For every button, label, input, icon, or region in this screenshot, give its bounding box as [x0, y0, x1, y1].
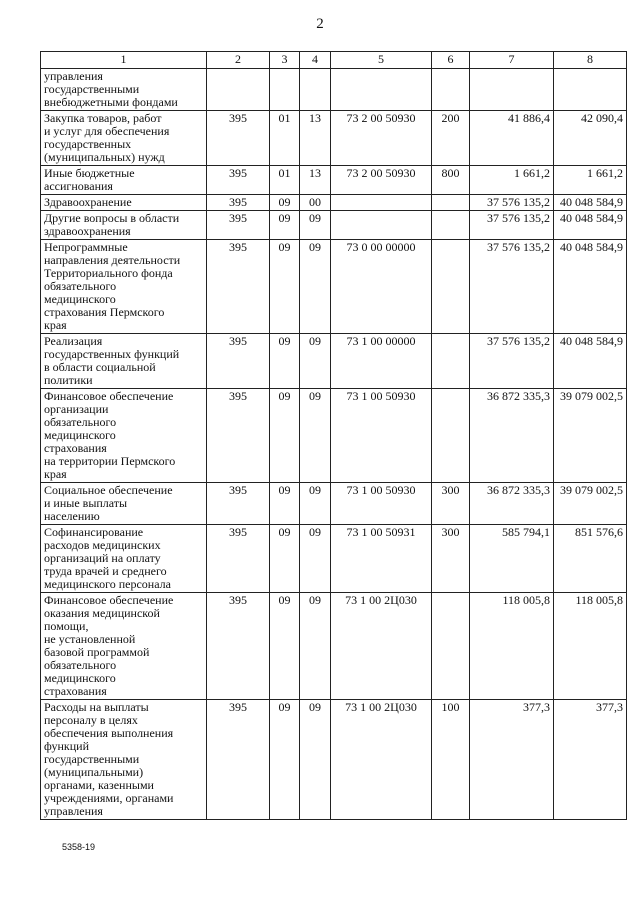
subsection-code-text: 09: [309, 593, 321, 607]
amount-year1-text: 1 661,2: [514, 166, 550, 180]
amount-year2-cell: [554, 525, 627, 593]
amount-year2-cell: [554, 700, 627, 820]
subsection-code-cell: [300, 389, 331, 483]
section-code-text: 09: [278, 483, 291, 497]
subsection-code-text: 13: [309, 111, 321, 125]
expense-name-text: управления государственными внебюджетными фондами: [44, 69, 178, 109]
subsection-code-cell: [300, 211, 331, 240]
expense-type-text: 100: [441, 700, 460, 714]
amount-year1-cell: [470, 483, 554, 525]
target-article-cell: [331, 700, 432, 820]
expense-type-text: 300: [441, 525, 460, 539]
amount-year1-cell: [470, 195, 554, 211]
admin-code-cell: [207, 69, 270, 111]
section-code-text: 01: [278, 111, 291, 125]
column-header: 7: [470, 52, 554, 69]
amount-year2-text: 118 005,8: [575, 593, 623, 607]
subsection-code-cell: [300, 483, 331, 525]
amount-year1-cell: [470, 389, 554, 483]
column-header: 8: [554, 52, 627, 69]
amount-year1-text: 41 886,4: [508, 111, 550, 125]
admin-code-text: 395: [229, 166, 247, 180]
expense-name-cell: [41, 211, 207, 240]
amount-year2-text: 40 048 584,9: [560, 334, 623, 348]
expense-type-cell: [432, 195, 470, 211]
admin-code-cell: [207, 334, 270, 389]
expense-type-cell: [432, 593, 470, 700]
expense-name-text: Расходы на выплаты персоналу в целях обеспечения выполнения функций государственными (муниципальными) органами, казенными учреждениями, органами управления: [44, 700, 174, 818]
expense-type-text: 800: [441, 166, 460, 180]
target-article-cell: [331, 389, 432, 483]
expense-type-cell: [432, 700, 470, 820]
page-number: 2: [316, 16, 324, 32]
expense-name-text: Другие вопросы в области здравоохранения: [44, 211, 180, 238]
section-code-cell: [270, 69, 300, 111]
expense-type-cell: [432, 211, 470, 240]
amount-year1-text: 36 872 335,3: [487, 389, 550, 403]
table-row: [41, 483, 627, 525]
admin-code-cell: [207, 483, 270, 525]
admin-code-cell: [207, 389, 270, 483]
target-article-cell: [331, 483, 432, 525]
admin-code-cell: [207, 195, 270, 211]
amount-year1-text: 37 576 135,2: [487, 211, 550, 225]
amount-year2-cell: [554, 166, 627, 195]
target-article-text: 73 1 00 00000: [346, 334, 416, 348]
section-code-text: 09: [278, 334, 291, 348]
section-code-cell: [270, 525, 300, 593]
amount-year1-text: 118 005,8: [502, 593, 550, 607]
amount-year2-cell: [554, 69, 627, 111]
expense-name-cell: [41, 111, 207, 166]
section-code-text: 09: [278, 240, 291, 254]
expense-name-text: Здравоохранение: [44, 195, 132, 209]
admin-code-text: 395: [229, 111, 247, 125]
target-article-text: 73 1 00 50930: [346, 389, 416, 403]
target-article-text: 73 0 00 00000: [346, 240, 416, 254]
subsection-code-text: 09: [309, 525, 321, 539]
subsection-code-cell: [300, 525, 331, 593]
table-row: [41, 389, 627, 483]
amount-year1-cell: [470, 700, 554, 820]
amount-year1-cell: [470, 240, 554, 334]
target-article-cell: [331, 211, 432, 240]
amount-year2-text: 40 048 584,9: [560, 211, 623, 225]
amount-year1-cell: [470, 334, 554, 389]
admin-code-text: 395: [229, 334, 247, 348]
amount-year1-cell: [470, 525, 554, 593]
expense-name-cell: [41, 525, 207, 593]
amount-year1-cell: [470, 69, 554, 111]
subsection-code-cell: [300, 700, 331, 820]
amount-year2-cell: [554, 483, 627, 525]
subsection-code-text: 13: [309, 166, 321, 180]
expense-type-text: 200: [441, 111, 460, 125]
budget-table: [40, 51, 627, 820]
expense-name-text: Иные бюджетные ассигнования: [44, 166, 135, 193]
admin-code-cell: [207, 211, 270, 240]
column-header: 6: [432, 52, 470, 69]
target-article-text: 73 1 00 2Ц030: [345, 700, 417, 714]
admin-code-cell: [207, 166, 270, 195]
section-code-text: 09: [278, 525, 291, 539]
target-article-text: 73 1 00 2Ц030: [345, 593, 417, 607]
admin-code-cell: [207, 525, 270, 593]
expense-name-cell: [41, 195, 207, 211]
amount-year1-text: 37 576 135,2: [487, 195, 550, 209]
table-header-row: [41, 52, 627, 69]
amount-year2-cell: [554, 195, 627, 211]
subsection-code-text: 00: [309, 195, 321, 209]
table-row: [41, 525, 627, 593]
amount-year1-cell: [470, 166, 554, 195]
admin-code-cell: [207, 593, 270, 700]
section-code-text: 01: [278, 166, 291, 180]
table-row: [41, 211, 627, 240]
subsection-code-text: 09: [309, 334, 321, 348]
expense-name-text: Социальное обеспечение и иные выплаты населению: [44, 483, 173, 523]
expense-name-text: Реализация государственных функций в области социальной политики: [44, 334, 180, 387]
expense-name-cell: [41, 483, 207, 525]
target-article-text: 73 1 00 50930: [346, 483, 416, 497]
amount-year1-cell: [470, 211, 554, 240]
subsection-code-cell: [300, 166, 331, 195]
section-code-cell: [270, 240, 300, 334]
table-row: [41, 700, 627, 820]
amount-year2-text: 377,3: [596, 700, 623, 714]
expense-name-text: Финансовое обеспечение оказания медицинской помощи, не установленной базовой программой обязательного медицинского страхования: [44, 593, 174, 698]
column-header: 1: [41, 52, 207, 69]
amount-year2-cell: [554, 334, 627, 389]
amount-year1-text: 377,3: [523, 700, 550, 714]
expense-name-cell: [41, 69, 207, 111]
expense-name-cell: [41, 334, 207, 389]
expense-name-text: Непрограммные направления деятельности Территориального фонда обязательного медицинского страхования Пермского края: [44, 240, 181, 332]
subsection-code-cell: [300, 111, 331, 166]
expense-name-text: Финансовое обеспечение организации обязательного медицинского страхования на территории Пермского края: [44, 389, 176, 481]
amount-year2-cell: [554, 240, 627, 334]
section-code-cell: [270, 700, 300, 820]
column-header: 3: [270, 52, 300, 69]
admin-code-text: 395: [229, 389, 247, 403]
expense-name-cell: [41, 166, 207, 195]
subsection-code-cell: [300, 195, 331, 211]
table-row: [41, 69, 627, 111]
admin-code-text: 395: [229, 700, 247, 714]
document-code: 5358-19: [62, 842, 96, 852]
admin-code-text: 395: [229, 240, 247, 254]
expense-type-cell: [432, 69, 470, 111]
target-article-cell: [331, 195, 432, 211]
amount-year2-text: 42 090,4: [581, 111, 623, 125]
expense-name-cell: [41, 240, 207, 334]
target-article-text: 73 2 00 50930: [346, 166, 416, 180]
table-row: [41, 593, 627, 700]
admin-code-cell: [207, 700, 270, 820]
admin-code-cell: [207, 240, 270, 334]
section-code-cell: [270, 483, 300, 525]
amount-year1-text: 585 794,1: [502, 525, 550, 539]
amount-year2-text: 851 576,6: [575, 525, 623, 539]
expense-type-cell: [432, 483, 470, 525]
section-code-text: 09: [278, 389, 291, 403]
expense-name-text: Закупка товаров, работ и услуг для обеспечения государственных (муниципальных) нужд: [44, 111, 170, 164]
section-code-cell: [270, 211, 300, 240]
amount-year2-text: 39 079 002,5: [560, 389, 623, 403]
expense-type-cell: [432, 389, 470, 483]
section-code-cell: [270, 166, 300, 195]
expense-type-cell: [432, 240, 470, 334]
subsection-code-cell: [300, 334, 331, 389]
table-row: [41, 195, 627, 211]
column-header: 4: [300, 52, 331, 69]
subsection-code-cell: [300, 593, 331, 700]
expense-name-text: Софинансирование расходов медицинских организаций на оплату труда врачей и среднего медицинского персонала: [44, 525, 171, 591]
section-code-text: 09: [278, 593, 291, 607]
target-article-text: 73 1 00 50931: [346, 525, 416, 539]
section-code-cell: [270, 389, 300, 483]
expense-name-cell: [41, 700, 207, 820]
section-code-text: 09: [278, 700, 291, 714]
section-code-cell: [270, 195, 300, 211]
amount-year2-cell: [554, 593, 627, 700]
target-article-cell: [331, 593, 432, 700]
subsection-code-text: 09: [309, 240, 321, 254]
admin-code-cell: [207, 111, 270, 166]
subsection-code-text: 09: [309, 483, 321, 497]
amount-year2-text: 40 048 584,9: [560, 240, 623, 254]
admin-code-text: 395: [229, 525, 247, 539]
amount-year2-text: 40 048 584,9: [560, 195, 623, 209]
section-code-text: 09: [278, 195, 291, 209]
admin-code-text: 395: [229, 593, 247, 607]
subsection-code-cell: [300, 240, 331, 334]
subsection-code-text: 09: [309, 389, 321, 403]
expense-type-cell: [432, 525, 470, 593]
amount-year1-cell: [470, 593, 554, 700]
amount-year1-cell: [470, 111, 554, 166]
amount-year2-text: 39 079 002,5: [560, 483, 623, 497]
table-row: [41, 166, 627, 195]
section-code-text: 09: [278, 211, 291, 225]
admin-code-text: 395: [229, 211, 247, 225]
target-article-cell: [331, 69, 432, 111]
column-header: 2: [207, 52, 270, 69]
expense-type-cell: [432, 111, 470, 166]
expense-name-cell: [41, 593, 207, 700]
expense-name-cell: [41, 389, 207, 483]
expense-type-cell: [432, 166, 470, 195]
expense-type-text: 300: [441, 483, 460, 497]
subsection-code-cell: [300, 69, 331, 111]
subsection-code-text: 09: [309, 700, 321, 714]
amount-year1-text: 37 576 135,2: [487, 240, 550, 254]
subsection-code-text: 09: [309, 211, 321, 225]
admin-code-text: 395: [229, 483, 247, 497]
column-header: 5: [331, 52, 432, 69]
target-article-cell: [331, 334, 432, 389]
table-row: [41, 111, 627, 166]
table-body: [41, 52, 627, 820]
amount-year1-text: 37 576 135,2: [487, 334, 550, 348]
amount-year2-cell: [554, 211, 627, 240]
section-code-cell: [270, 593, 300, 700]
table-row: [41, 240, 627, 334]
amount-year2-text: 1 661,2: [587, 166, 623, 180]
section-code-cell: [270, 111, 300, 166]
admin-code-text: 395: [229, 195, 247, 209]
target-article-cell: [331, 240, 432, 334]
amount-year2-cell: [554, 389, 627, 483]
expense-type-cell: [432, 334, 470, 389]
target-article-cell: [331, 166, 432, 195]
target-article-cell: [331, 111, 432, 166]
table-row: [41, 334, 627, 389]
target-article-text: 73 2 00 50930: [346, 111, 416, 125]
section-code-cell: [270, 334, 300, 389]
amount-year1-text: 36 872 335,3: [487, 483, 550, 497]
target-article-cell: [331, 525, 432, 593]
amount-year2-cell: [554, 111, 627, 166]
